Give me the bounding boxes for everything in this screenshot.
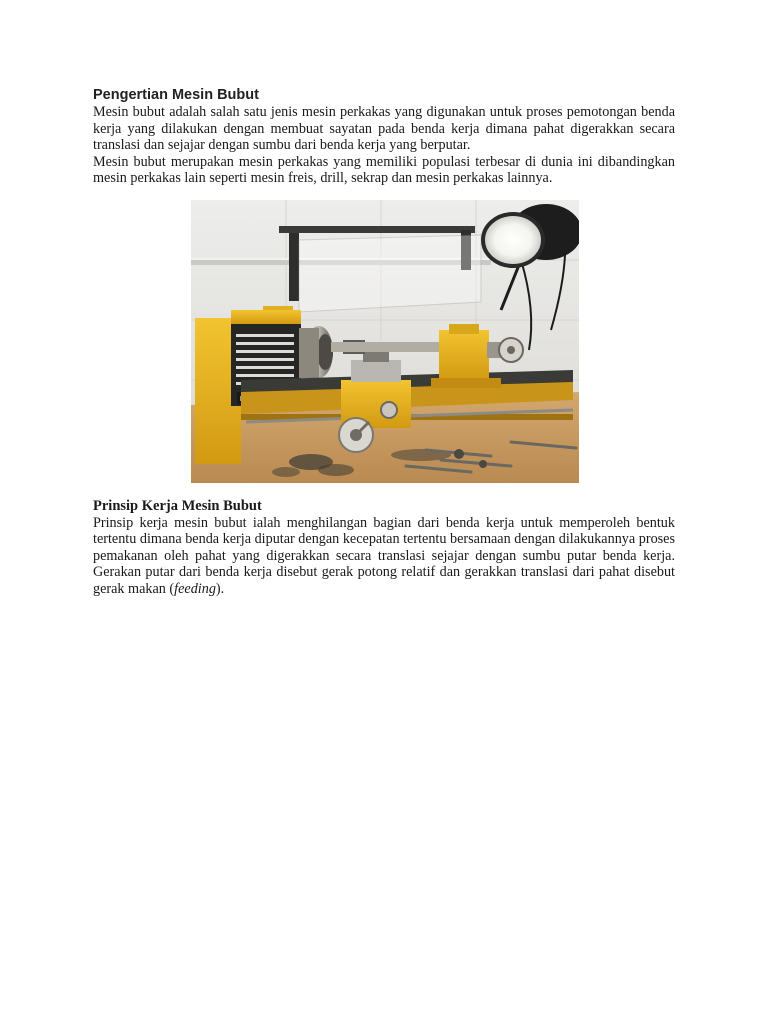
section-heading-pengertian: Pengertian Mesin Bubut [93,87,259,103]
paragraph-working-principle-end: ). [215,580,225,597]
feeding-term: feeding [174,580,216,597]
paragraph-population: Mesin bubut merupakan mesin perkakas yang memiliki populasi terbesar di dunia ini dibandingkan mesin perkakas lain seperti mesin freis, drill, sekrap dan mesin perkakas lainnya. [93,153,675,187]
paragraph-definition: Mesin bubut adalah salah satu jenis mesin perkakas yang digunakan untuk proses pemotongan benda kerja yang dilakukan dengan membuat sayatan pada benda kerja dimana pahat digerakkan secara translasi dan sejajar dengan sumbu dari benda kerja yang berputar. [93,104,675,154]
section-heading-prinsip: Prinsip Kerja Mesin Bubut [93,497,262,514]
paragraph-working-principle-text: Prinsip kerja mesin bubut ialah menghilangan bagian dari benda kerja untuk memperoleh bentuk tertentu dimana benda kerja diputar dengan kecepatan tertentu bersamaan dengan dilakukannya proses pemakanan oleh pahat yang digerakkan secara translasi sejajar dengan sumbu putar benda kerja. Gerakan putar dari benda kerja disebut gerak potong relatif dan gerakkan translasi dari pahat disebut gerak makan ( [93,514,675,597]
section-prinsip-kerja [93,498,675,598]
paragraph-working-principle [93,515,675,598]
lathe-machine-photo [191,200,579,483]
document-content [93,86,675,598]
